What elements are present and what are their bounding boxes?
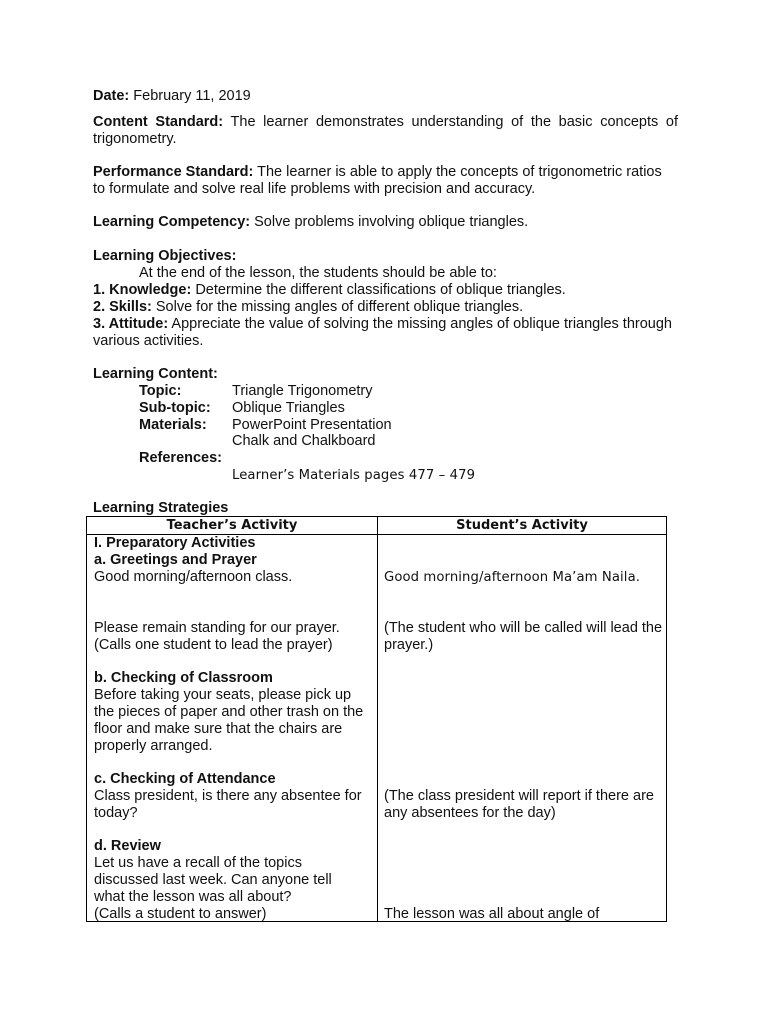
prayer-text: Please remain standing for our prayer. (94, 620, 340, 636)
table-row (87, 535, 667, 922)
performance-standard-text: The learner is able to apply the concepts of trigonometric ratios to formulate and solve real life problems with precision and accuracy. (93, 164, 662, 197)
learning-competency (93, 214, 528, 231)
attendance-title: c. Checking of Attendance (94, 771, 276, 787)
review-note: (Calls a student to answer) (94, 906, 267, 922)
subtopic-value: Oblique Triangles (232, 400, 345, 416)
objectives-label: Learning Objectives: (93, 248, 237, 264)
prayer-note: (Calls one student to lead the prayer) (94, 637, 333, 653)
topic-value: Triangle Trigonometry (232, 383, 373, 399)
student-attendance: (The class president will report if there are any absentees for the day) (384, 788, 654, 821)
content-standard-label: Content Standard: (93, 114, 224, 130)
material-item: Chalk and Chalkboard (232, 433, 376, 449)
review-text: Let us have a recall of the topics discussed last week. Can anyone tell what the lesson was all about? (94, 855, 332, 905)
student-review: The lesson was all about angle of (384, 906, 600, 922)
teacher-header: Teacher’s Activity (87, 517, 378, 535)
performance-standard-label: Performance Standard: (93, 164, 254, 180)
date-line (93, 88, 251, 105)
competency-label: Learning Competency: (93, 214, 251, 230)
strategies-label: Learning Strategies (93, 500, 229, 516)
teacher-cell (87, 535, 378, 922)
table-header-row (87, 517, 667, 535)
materials-label: Materials: (139, 417, 207, 433)
classroom-text: Before taking your seats, please pick up the pieces of paper and other trash on the floor and make sure that the chairs are properly arranged. (94, 687, 364, 754)
preparatory-title: I. Preparatory Activities (94, 535, 256, 551)
competency-text: Solve problems involving oblique triangles. (254, 214, 529, 230)
student-header: Student’s Activity (378, 517, 667, 535)
topic-label: Topic: (139, 383, 182, 399)
strategies-table (86, 516, 667, 922)
attendance-text: Class president, is there any absentee for today? (94, 788, 362, 821)
classroom-title: b. Checking of Classroom (94, 670, 273, 686)
content-label: Learning Content: (93, 366, 218, 382)
student-prayer: (The student who will be called will lead the prayer.) (384, 620, 663, 653)
date-value: February 11, 2019 (133, 88, 251, 104)
greeting-text: Good morning/afternoon class. (94, 569, 293, 585)
student-cell (378, 535, 667, 922)
objective-attitude: 3. Attitude: Appreciate the value of solving the missing angles of oblique triangles through various activities. (93, 316, 672, 349)
date-label: Date: (93, 88, 130, 104)
student-greeting: Good morning/afternoon Ma’am Naila. (384, 570, 641, 585)
performance-standard (93, 164, 663, 198)
objectives-intro: At the end of the lesson, the students should be able to: (139, 265, 497, 281)
content-standard-text: The learner demonstrates understanding of the basic concepts of trigonometry. (93, 114, 678, 147)
greetings-title: a. Greetings and Prayer (94, 552, 257, 568)
objective-skills: 2. Skills: Solve for the missing angles of different oblique triangles. (93, 299, 524, 315)
objective-knowledge: 1. Knowledge: Determine the different classifications of oblique triangles. (93, 282, 566, 298)
references-label: References: (139, 450, 223, 466)
review-title: d. Review (94, 838, 161, 854)
material-item: PowerPoint Presentation (232, 417, 392, 433)
content-standard (93, 114, 678, 148)
subtopic-label: Sub-topic: (139, 400, 211, 416)
references-value: Learner’s Materials pages 477 – 479 (232, 468, 476, 483)
